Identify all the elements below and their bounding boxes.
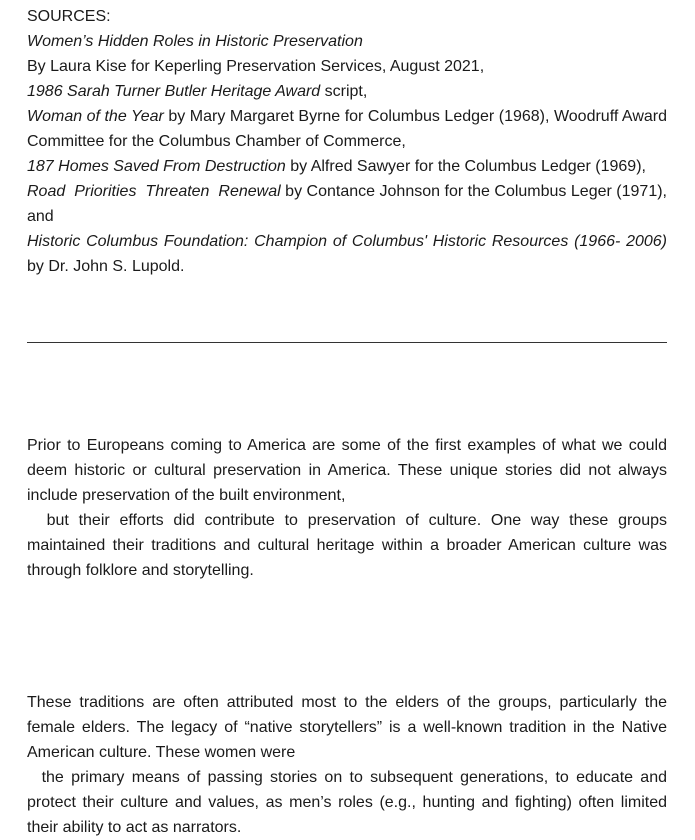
paragraph-2-line-4: the primary means of passing stories on to subsequent generations, to educate and <box>27 769 668 786</box>
paragraph-1-line-3: include preservation of the built environment, <box>27 487 346 504</box>
source-2 <box>27 79 667 104</box>
source-3-rest-b: Committee for the Columbus Chamber of Commerce, <box>27 133 406 150</box>
paragraph-2-line-1: These traditions are often attributed most to the elders of the groups, particularly the <box>27 694 667 711</box>
source-3-rest-a: by Mary Margaret Byrne for Columbus Ledger (1968), Woodruff Award <box>163 108 667 125</box>
source-3-line-1 <box>27 104 667 129</box>
source-5-title: Road Priorities Threaten Renewal <box>27 183 281 200</box>
paragraph-1-line-5: maintained their traditions and cultural heritage within a broader American culture was <box>27 537 667 554</box>
source-4 <box>27 154 667 179</box>
source-5-rest: by Contance Johnson for the Columbus Leger (1971), <box>280 183 667 200</box>
paragraph-1-line-4: but their efforts did contribute to preservation of culture. One way these groups <box>27 512 668 529</box>
source-1-byline: By Laura Kise for Keperling Preservation Services, August 2021, <box>27 58 485 75</box>
source-3-title: Woman of the Year <box>27 108 164 125</box>
sources-section <box>27 4 667 279</box>
source-2-title: 1986 Sarah Turner Butler Heritage Award <box>27 83 321 100</box>
source-6-byline: by Dr. John S. Lupold. <box>27 258 185 275</box>
source-5 <box>27 179 667 204</box>
paragraph-1-line-6: through folklore and storytelling. <box>27 562 254 579</box>
paragraph-2-line-6: their ability to act as narrators. <box>27 819 242 836</box>
paragraph-2-line-5: protect their culture and values, as men’s roles (e.g., hunting and fighting) often limited <box>27 794 667 811</box>
paragraph-2-line-3: American culture. These women were <box>27 744 296 761</box>
source-1-title: Women’s Hidden Roles in Historic Preservation <box>27 33 363 50</box>
paragraph-1 <box>27 433 667 583</box>
source-2-rest: script, <box>320 83 368 100</box>
source-4-rest: by Alfred Sawyer for the Columbus Ledger (1969), <box>285 158 646 175</box>
source-5-and: and <box>27 208 54 225</box>
paragraph-1-line-2: deem historic or cultural preservation in America. These unique stories did not always <box>27 462 667 479</box>
source-4-title: 187 Homes Saved From Destruction <box>27 158 286 175</box>
horizontal-divider <box>27 342 667 343</box>
paragraph-2-line-2: female elders. The legacy of “native storytellers” is a well-known tradition in the Native <box>27 719 667 736</box>
source-6-title: Historic Columbus Foundation: Champion of Columbus' Historic Resources (1966- 2006) <box>27 233 667 250</box>
paragraph-1-line-1: Prior to Europeans coming to America are some of the first examples of what we could <box>27 437 667 454</box>
sources-heading: SOURCES: <box>27 8 111 25</box>
paragraph-2 <box>27 690 667 840</box>
